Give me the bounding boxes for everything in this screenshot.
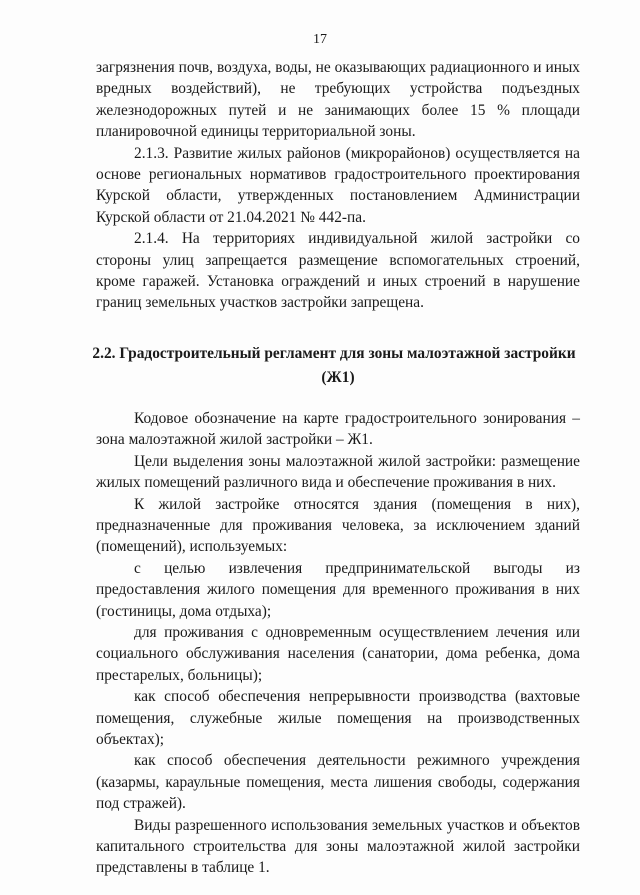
paragraph-2-1-3: 2.1.3. Развитие жилых районов (микрорайонов) осуществляется на основе региональных нормативов градостроительного проектирования Курской области, утвержденных постановлением Администрации Курской области от 21.04.2021 № 442-па. bbox=[96, 144, 580, 226]
paragraph-continuation: загрязнения почв, воздуха, воды, не оказывающих радиационного и иных вредных воздействий), не требующих устройства подъездных железнодорожных путей и не занимающих более 15 % площади планировочной единицы территориальной зоны. bbox=[96, 59, 580, 141]
section-title: 2.2. Градостроительный регламент для зоны малоэтажной застройки bbox=[92, 344, 576, 362]
document-body bbox=[92, 57, 580, 879]
list-item: как способ обеспечения непрерывности производства (вахтовые помещения, служебные жилые помещения на производственных объектах); bbox=[96, 688, 580, 748]
paragraph-zone-code: Кодовое обозначение на карте градостроительного зонирования – зона малоэтажной жилой застройки – Ж1. bbox=[96, 409, 580, 449]
paragraph-residential-definition: К жилой застройке относятся здания (помещения в них), предназначенные для проживания человека, за исключением зданий (помещений), используемых: bbox=[96, 495, 580, 556]
list-item: как способ обеспечения деятельности режимного учреждения (казармы, караульные помещения, места лишения свободы, содержания под стражей). bbox=[96, 752, 580, 813]
list-item: с целью извлечения предпринимательской выгоды из предоставления жилого помещения для временного проживания в них (гостиницы, дома отдыха); bbox=[96, 559, 580, 620]
paragraph-2-1-4: 2.1.4. На территориях индивидуальной жилой застройки со стороны улиц запрещается размещение вспомогательных строений, кроме гаражей. Установка ограждений и иных строений в нарушение границ земельных участков застройки запрещена. bbox=[96, 230, 580, 312]
paragraph-zone-goals: Цели выделения зоны малоэтажной жилой застройки: размещение жилых помещений различного вида и обеспечение проживания в них. bbox=[96, 452, 580, 492]
section-zone-code: (Ж1) bbox=[321, 368, 355, 386]
page-number: 17 bbox=[313, 32, 327, 47]
list-item: для проживания с одновременным осуществлением лечения или социального обслуживания населения (санатории, дома ребенка, дома престарелых, больницы); bbox=[96, 623, 580, 684]
paragraph-closing: Виды разрешенного использования земельных участков и объектов капитального строительства для зоны малоэтажной жилой застройки представлены в таблице 1. bbox=[96, 816, 580, 877]
section-heading bbox=[92, 342, 580, 390]
